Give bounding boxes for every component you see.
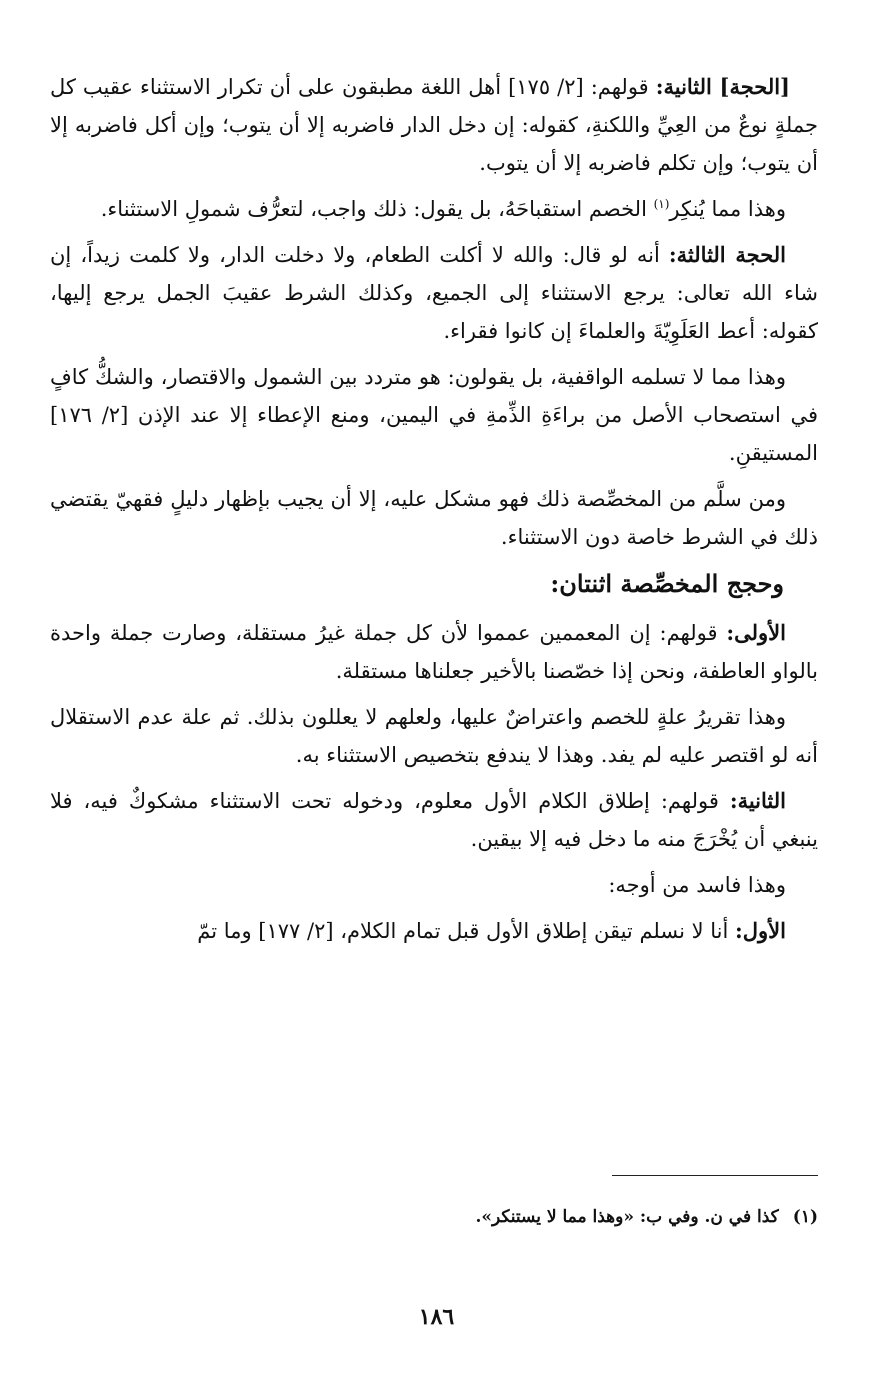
paragraph-hujja-2 bbox=[50, 68, 818, 182]
section-heading: وحجج المخصِّصة اثنتان: bbox=[550, 569, 784, 598]
page-number: ١٨٦ bbox=[418, 1304, 455, 1330]
paragraph-text: وهذا فاسد من أوجه: bbox=[608, 873, 786, 897]
footnote-marker[interactable]: (١) bbox=[653, 197, 670, 211]
paragraph-reply-4 bbox=[50, 698, 818, 774]
paragraph-text-cont: الخصم استقباحَهُ، بل يقول: ذلك واجب، لتعرُّف شمولِ الاستثناء. bbox=[100, 197, 654, 221]
paragraph-reply-3 bbox=[50, 480, 818, 556]
paragraph-text: قولهم: إن المعممين عمموا لأن كل جملة غيرُ مستقلة، وصارت جملة واحدة بالواو العاطفة، ونحن إذا خصّصنا بالأخير جعلناها مستقلة. bbox=[50, 621, 818, 683]
paragraph-text: قولهم: إطلاق الكلام الأول معلوم، ودخوله تحت الاستثناء مشكوكٌ فيه، فلا ينبغي أن يُخْرَجَ منه ما دخل فيه إلا بيقين. bbox=[50, 789, 818, 851]
footnote-divider bbox=[612, 1175, 818, 1176]
paragraph-second-argument bbox=[50, 782, 818, 858]
paragraph-first-aspect bbox=[50, 912, 818, 950]
paragraph-lead: الحجة الثالثة: bbox=[668, 242, 786, 267]
main-text bbox=[50, 68, 818, 958]
paragraph-lead: [الحجة] الثانية: bbox=[655, 74, 790, 99]
paragraph-lead: الأول: bbox=[735, 918, 786, 943]
paragraph-lead: الأولى: bbox=[726, 620, 786, 645]
paragraph-lead: الثانية: bbox=[729, 788, 786, 813]
paragraph-text: أنه لو قال: والله لا أكلت الطعام، ولا دخلت الدار، ولا كلمت زيداً، إن شاء الله تعالى: يرجع الاستثناء إلى الجميع، وكذلك الشرط عقيبَ الجمل يرجع إليها، كقوله: أعط العَلَوِيّةَ والعلماءَ إن كانوا فقراء. bbox=[50, 243, 818, 343]
footnote bbox=[50, 1203, 818, 1231]
footnote-number: (١) bbox=[792, 1207, 818, 1227]
paragraph-text: أنا لا نسلم تيقن إطلاق الأول قبل تمام الكلام، [٢/ ١٧٧] وما تمّ bbox=[197, 919, 736, 943]
paragraph-first-argument bbox=[50, 614, 818, 690]
paragraph-text: وهذا مما يُنكِر bbox=[669, 197, 786, 221]
paragraph-text: وهذا مما لا تسلمه الواقفية، بل يقولون: هو متردد بين الشمول والاقتصار، والشكُّ كافٍ في استصحاب الأصل من براءَةِ الذِّمةِ في اليمين، ومنع الإعطاء إلا عند الإذن [٢/ ١٧٦] المستيقنِ. bbox=[50, 365, 818, 465]
paragraph-reply-1 bbox=[50, 190, 818, 228]
paragraph-text: قولهم: [٢/ ١٧٥] أهل اللغة مطبقون على أن تكرار الاستثناء عقيب كل جملةٍ نوعٌ من العِيِّ واللكنةِ، كقوله: إن دخل الدار فاضربه إلا أن يتوب؛ وإن أكل فاضربه إلا أن يتوب؛ وإن تكلم فاضربه إلا أن يتوب. bbox=[50, 75, 818, 175]
paragraph-text: ومن سلَّم من المخصِّصة ذلك فهو مشكل عليه، إلا أن يجيب بإظهار دليلٍ فقهيّ يقتضي ذلك في الشرط خاصة دون الاستثناء. bbox=[50, 487, 818, 549]
paragraph-text: وهذا تقريرُ علةٍ للخصم واعتراضٌ عليها، ولعلهم لا يعللون بذلك. ثم علة عدم الاستقلال أنه لو اقتصر عليه لم يفد. وهذا لا يندفع بتخصيص الاستثناء به. bbox=[50, 705, 818, 767]
footnote-text: كذا في ن. وفي ب: «وهذا مما لا يستنكر». bbox=[475, 1207, 779, 1227]
paragraph-hujja-3 bbox=[50, 236, 818, 350]
paragraph-reply-5 bbox=[50, 866, 818, 904]
paragraph-reply-2 bbox=[50, 358, 818, 472]
